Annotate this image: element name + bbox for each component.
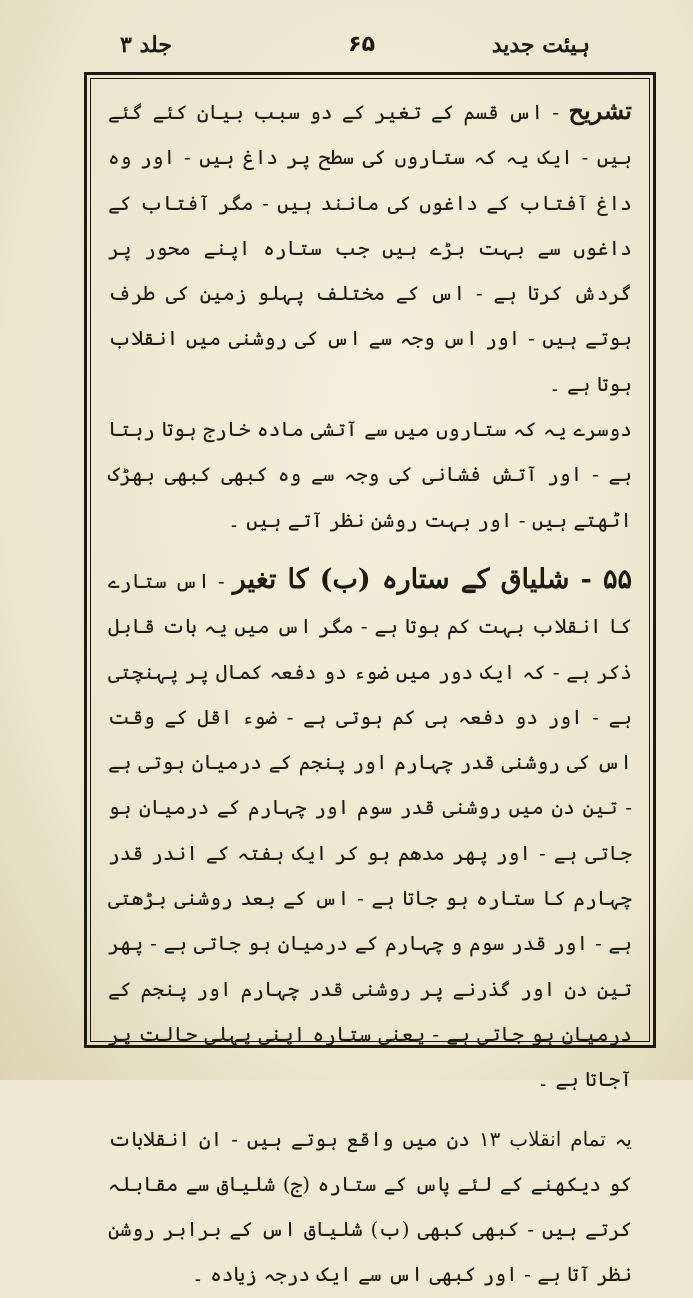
paragraph-explanation: [108, 88, 632, 407]
volume-label: جلد ۳: [120, 32, 172, 58]
section-heading: ۵۵ - شلیاق کے ستارہ (ب) کا تغیر: [232, 563, 632, 595]
paragraph-lead: تشریح: [568, 96, 632, 125]
paragraph-text: - اس ستارے کا انقلاب بہت کم ہوتا ہے - مگر اس میں یہ بات قابل ذکر ہے - کہ ایک دور میں ضوء دو دفعہ کمال پر پہنچتی ہے - اور دو دفعہ ہی کم ہوتی ہے - ضوء اقل کے وقت اس کی روشنی قدر چہارم اور پنجم کے درمیان ہوتی ہے - تین دن میں روشنی قدر سوم اور چہارم کے درمیان ہو جاتی ہے - اور پھر مدھم ہو کر ایک ہفتہ کے اندر قدر چہارم کا ستارہ ہو جاتا ہے - اس کے بعد روشنی بڑھتی ہے - اور قدر سوم و چہارم کے درمیان ہو جاتی ہے - پھر تین دن اور گذرنے پر روشنی قدر چہارم اور پنجم کے درمیان ہو جاتی ہے - یعنی ستارہ اپنی پہلی حالت پر آجاتا ہے ۔: [108, 568, 632, 1092]
paragraph-section-55: [108, 557, 632, 1103]
paragraph-text: دوسرے یہ کہ ستاروں میں سے آتشی مادہ خارج ہوتا رہتا ہے - اور آتش فشانی کی وجہ سے وہ کبھی کبھی بھڑک اٹھتے ہیں - اور بہت روشن نظر آتے ہیں ۔: [108, 417, 632, 532]
page-header: [120, 32, 590, 66]
paragraph-text: - اس قسم کے تغیر کے دو سبب بیان کئے گئے ہیں - ایک یہ کہ ستاروں کی سطح پر داغ ہیں - اور وہ داغ آفتاب کے داغوں کی مانند ہیں - مگر آفتاب کے داغوں سے بہت بڑے ہیں جب ستارہ اپنے محور پر گردش کرتا ہے - اس کے مختلف پہلو زمین کی طرف ہوتے ہیں - اور اس وجہ سے اس کی روشنی میں انقلاب ہوتا ہے ۔: [108, 100, 632, 396]
paragraph-second-cause: [108, 407, 632, 543]
paragraph-cycle: [108, 1117, 632, 1298]
body-text: [108, 88, 632, 1298]
running-title: ہیئت جدید: [491, 32, 590, 58]
paragraph-text: یہ تمام انقلاب ۱۳ دن میں واقع ہوتے ہیں - ان انقلابات کو دیکھنے کے لئے پاس کے ستارہ (ج) شلیاق سے مقابلہ کرتے ہیں - کبھی کبھی (ب) شلیاق اس کے برابر روشن نظر آتا ہے - اور کبھی اس سے ایک درجہ زیادہ ۔: [108, 1126, 632, 1287]
page-number: ۶۵: [348, 32, 375, 57]
